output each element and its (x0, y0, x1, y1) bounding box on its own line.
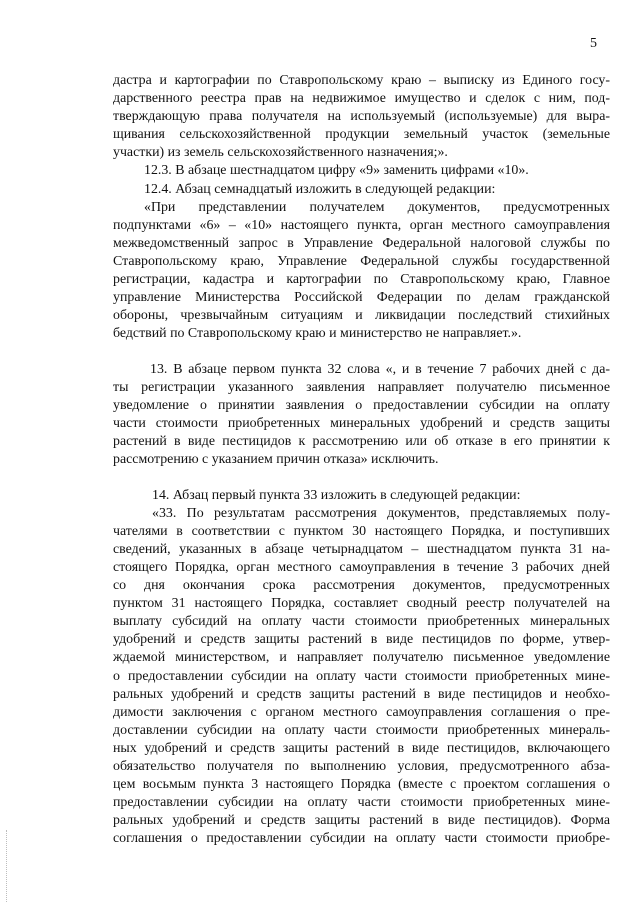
text-line: растений в виде пестицидов к рассмотрению или об отказе в его принятии к (113, 434, 610, 450)
text-line: управление Министерства Российской Федерации по делам гражданской (113, 290, 610, 306)
text-line: выплату субсидий на оплату части стоимости приобретенных минеральных (113, 614, 610, 630)
text-line: дастра и картографии по Ставропольскому краю – выписку из Единого госу- (113, 73, 610, 88)
text-line: цем восьмым пункта 3 настоящего Порядка (вместе с проектом соглашения о (113, 777, 610, 793)
text-line: предоставлении субсидии на оплату части стоимости приобретенных мине- (113, 795, 610, 811)
text-line: уведомление о принятии заявления о предоставлении субсидии на оплату (113, 397, 610, 413)
document-body (113, 72, 610, 848)
text-line: ральных удобрений и средств защиты растений в виде пестицидов и необхо- (113, 686, 610, 702)
text-line: доставлении субсидии на оплату части стоимости приобретенных минераль- (113, 722, 610, 738)
text-line: стоящего Порядка, орган местного самоуправления в течение 3 рабочих дней (113, 559, 610, 575)
text-line: регистрации, кадастра и картографии по Ставропольскому краю, Главное (113, 272, 610, 288)
text-line: обязательство получателя по выполнению условия, предусмотренного абза- (113, 758, 610, 774)
paragraph-gap (113, 469, 610, 486)
text-line: части стоимости приобретенных минеральных удобрений и средств защиты (113, 415, 610, 431)
text-line: тверждающую права получателя на используемый (используемые) для выра- (113, 109, 610, 125)
text-line: ральных удобрений и средств защиты растений в виде пестицидов). Форма (113, 813, 610, 829)
text-line: о предоставлении субсидии на оплату части стоимости приобретенных мине- (113, 668, 610, 684)
text-line: соглашения о предоставлении субсидии на оплату части стоимости приобре- (113, 831, 610, 847)
text-line: подпунктами «6» – «10» настоящего пункта, орган местного самоуправления (113, 217, 610, 233)
page-number: 5 (590, 36, 597, 51)
text-line: ных удобрений и средств защиты растений в виде пестицидов, включающего (113, 740, 610, 756)
text-line: пунктом 31 настоящего Порядка, составляет сводный реестр получателей на (113, 596, 610, 612)
text-line: 12.3. В абзаце шестнадцатом цифру «9» заменить цифрами «10». (144, 163, 529, 179)
text-line: сведений, указанных в абзаце четырнадцатом – шестнадцатом пункта 31 на- (113, 541, 610, 557)
text-line: межведомственный запрос в Управление Федеральной налоговой службы по (113, 235, 610, 251)
text-line: 12.4. Абзац семнадцатый изложить в следующей редакции: (144, 181, 496, 197)
text-line: «При представлении получателем документов, предусмотренных (144, 199, 610, 215)
paragraph-gap (113, 343, 610, 360)
text-line: удобрений и средств защиты растений в виде пестицидов по форме, утвер- (113, 632, 610, 648)
text-line: ждаемой министерством, и направляет получателю письменное уведомление (113, 650, 610, 666)
text-line: дарственного реестра прав на недвижимое имущество и сделок с ним, под- (113, 91, 610, 107)
text-line: щивания сельскохозяйственной продукции земельный участок (земельные (113, 127, 610, 143)
text-line: 13. В абзаце первом пункта 32 слова «, и в течение 7 рабочих дней с да- (150, 361, 610, 377)
text-line: бедствий по Ставропольскому краю и министерство не направляет.». (113, 326, 522, 342)
text-line: чателями в соответствии с пунктом 30 настоящего Порядка, и поступивших (113, 523, 610, 539)
text-line: 14. Абзац первый пункта 33 изложить в следующей редакции: (152, 487, 521, 503)
text-line: рассмотрению с указанием причин отказа» исключить. (113, 452, 439, 468)
text-line: «33. По результатам рассмотрения документов, представляемых полу- (152, 505, 610, 521)
text-line: димости заключения с органом местного самоуправления соглашения о пре- (113, 704, 610, 720)
text-line: участки) из земель сельскохозяйственного назначения;». (113, 145, 448, 161)
text-line: обороны, чрезвычайным ситуациям и ликвидации последствий стихийных (113, 308, 610, 324)
text-line: ты регистрации указанного заявления направляет получателю письменное (113, 379, 610, 395)
text-line: со дня окончания срока рассмотрения документов, предусмотренных (113, 578, 610, 594)
text-line: Ставропольскому краю, Управление Федеральной службы государственной (113, 253, 610, 269)
scan-margin-marks (6, 830, 9, 902)
